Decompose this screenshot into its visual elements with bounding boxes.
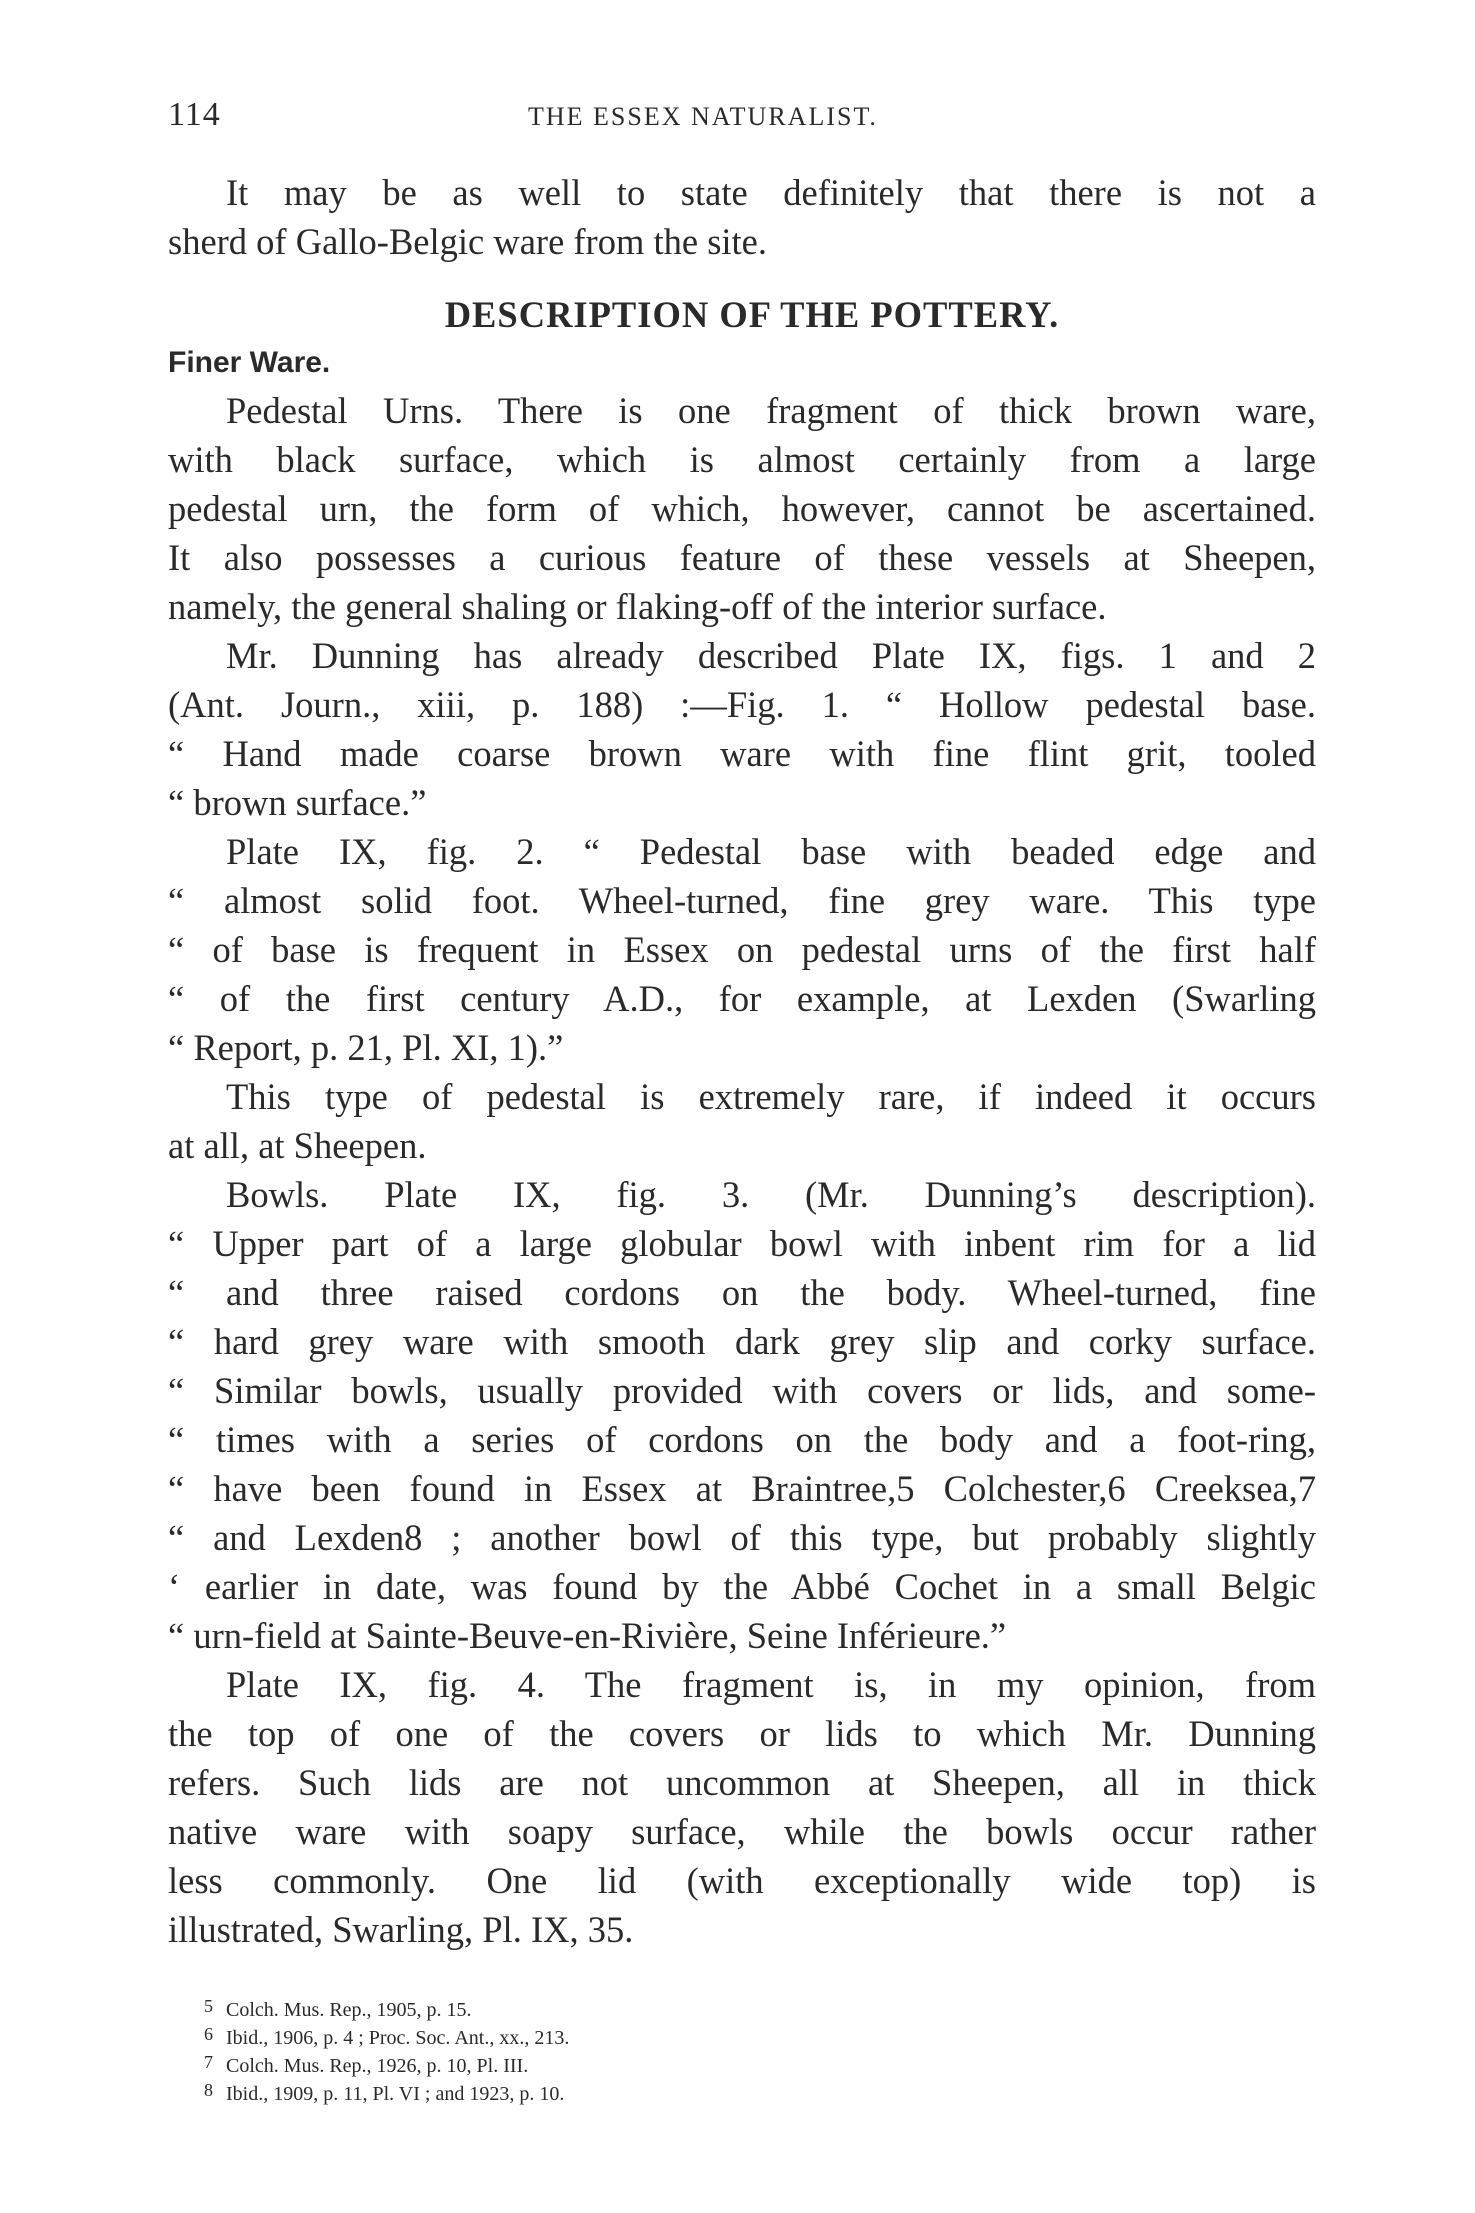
text-line: (Ant. Journ., xiii, p. 188) :—Fig. 1. “ Hollow pedestal base.: [168, 684, 1316, 725]
paragraph: [168, 386, 1316, 631]
text-line: “ almost solid foot. Wheel-turned, fine grey ware. This type: [168, 880, 1316, 921]
paragraph: [168, 1660, 1316, 1954]
text-line: with black surface, which is almost certainly from a large: [168, 439, 1316, 480]
text-line: “ of base is frequent in Essex on pedestal urns of the first half: [168, 929, 1316, 970]
text-line: sherd of Gallo-Belgic ware from the site.: [168, 221, 768, 262]
text-line: the top of one of the covers or lids to which Mr. Dunning: [168, 1713, 1316, 1754]
section-heading: DESCRIPTION OF THE POTTERY.: [444, 294, 1060, 335]
paragraph: [168, 631, 1316, 827]
text-line: “ and Lexden8 ; another bowl of this type, but probably slightly: [168, 1517, 1316, 1558]
text-line: Bowls. Plate IX, fig. 3. (Mr. Dunning’s description).: [226, 1174, 1316, 1215]
footnote-text: Ibid., 1909, p. 11, Pl. VI ; and 1923, p. 10.: [226, 2083, 565, 2105]
footnote: [204, 2022, 904, 2050]
footnote-text: Colch. Mus. Rep., 1926, p. 10, Pl. III.: [226, 2055, 529, 2077]
footnotes: [204, 1994, 904, 2106]
text-line: “ Report, p. 21, Pl. XI, 1).”: [168, 1027, 564, 1068]
footnote-number: 5: [204, 1996, 213, 2016]
text-line: pedestal urn, the form of which, however, cannot be ascertained.: [168, 488, 1316, 529]
text-line: at all, at Sheepen.: [168, 1125, 427, 1166]
text-line: Plate IX, fig. 4. The fragment is, in my opinion, from: [226, 1664, 1316, 1705]
footnote-number: 7: [204, 2052, 213, 2072]
footnote: [204, 2050, 904, 2078]
text-line: native ware with soapy surface, while the bowls occur rather: [168, 1811, 1316, 1852]
page-number: 114: [168, 96, 221, 133]
paragraph: [168, 1170, 1316, 1660]
text-line: Pedestal Urns. There is one fragment of thick brown ware,: [226, 390, 1316, 431]
intro-paragraph: [168, 168, 1316, 266]
text-line: It also possesses a curious feature of these vessels at Sheepen,: [168, 537, 1316, 578]
footnote-text: Ibid., 1906, p. 4 ; Proc. Soc. Ant., xx., 213.: [226, 2027, 570, 2049]
footnote-number: 8: [204, 2080, 213, 2100]
text-line: refers. Such lids are not uncommon at Sheepen, all in thick: [168, 1762, 1316, 1803]
text-line: Plate IX, fig. 2. “ Pedestal base with beaded edge and: [226, 831, 1316, 872]
page-header: [168, 96, 1325, 140]
text-line: “ urn-field at Sainte-Beuve-en-Rivière, Seine Inférieure.”: [168, 1615, 1007, 1656]
page-body: [168, 168, 1316, 1954]
running-head: THE ESSEX NATURALIST.: [528, 102, 878, 131]
text-line: This type of pedestal is extremely rare, if indeed it occurs: [226, 1076, 1316, 1117]
text-line: ‘ earlier in date, was found by the Abbé Cochet in a small Belgic: [168, 1566, 1316, 1607]
text-line: “ brown surface.”: [168, 782, 427, 823]
text-line: “ and three raised cordons on the body. Wheel-turned, fine: [168, 1272, 1316, 1313]
text-line: illustrated, Swarling, Pl. IX, 35.: [168, 1909, 634, 1950]
text-line: “ hard grey ware with smooth dark grey slip and corky surface.: [168, 1321, 1316, 1362]
text-line: less commonly. One lid (with exceptionally wide top) is: [168, 1860, 1316, 1901]
text-line: namely, the general shaling or flaking-off of the interior surface.: [168, 586, 1107, 627]
text-line: “ of the first century A.D., for example, at Lexden (Swarling: [168, 978, 1316, 1019]
paragraph: [168, 827, 1316, 1072]
footnote: [204, 2078, 904, 2106]
text-line: “ Hand made coarse brown ware with fine flint grit, tooled: [168, 733, 1316, 774]
text-line: Mr. Dunning has already described Plate IX, figs. 1 and 2: [226, 635, 1316, 676]
text-line: “ have been found in Essex at Braintree,5 Colchester,6 Creeksea,7: [168, 1468, 1316, 1509]
text-line: “ Upper part of a large globular bowl with inbent rim for a lid: [168, 1223, 1316, 1264]
footnote: [204, 1994, 904, 2022]
text-line: It may be as well to state definitely that there is not a: [226, 172, 1316, 213]
text-line: “ Similar bowls, usually provided with covers or lids, and some-: [168, 1370, 1316, 1411]
text-line: “ times with a series of cordons on the body and a foot-ring,: [168, 1419, 1316, 1460]
footnote-number: 6: [204, 2024, 213, 2044]
subheading: Finer Ware.: [168, 346, 331, 379]
paragraphs: [168, 386, 1316, 1954]
paragraph: [168, 1072, 1316, 1170]
footnote-text: Colch. Mus. Rep., 1905, p. 15.: [226, 1999, 472, 2021]
